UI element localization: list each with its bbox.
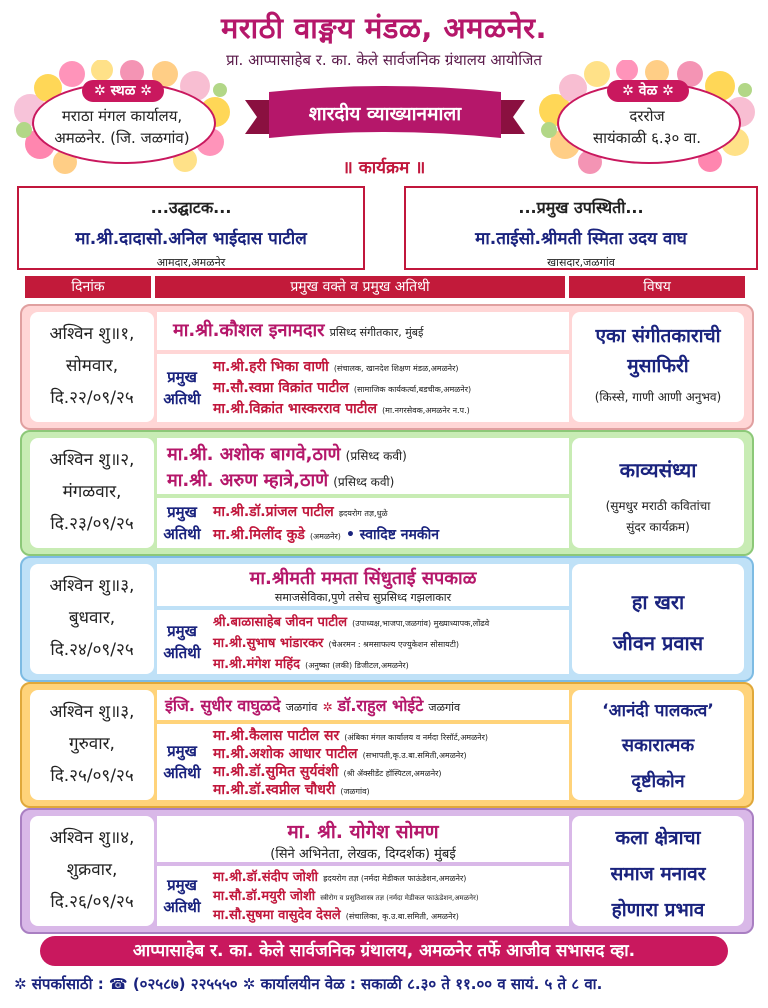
page-title: मराठी वाङ्मय मंडळ, अमळनेर. <box>220 11 548 45</box>
speaker-cell <box>157 816 569 862</box>
star-icon: ✲ <box>94 83 111 99</box>
guest-item: मा.श्री.डॉ.संदीप जोशी ह्रदयरोग तज्ञ (नर्मदा मेडीकल फाऊंडेशन,अमळनेर) <box>213 870 467 885</box>
presence-heading: ...प्रमुख उपस्थिती... <box>518 198 644 217</box>
speaker-cell <box>157 312 569 350</box>
inaugurator-desc: आमदार,अमळनेर <box>156 256 226 269</box>
speaker-desc: जळगांव <box>428 701 461 714</box>
venue-label: ✲ स्थळ ✲ <box>82 80 164 102</box>
header-speakers: प्रमुख वक्ते व प्रमुख अतिथी <box>155 276 565 298</box>
guest-item: श्री.बाळासाहेब जीवन पाटील (उपाध्यक्ष,भाजपा,जळगांव) मुख्याध्यापक,लोंढवे <box>213 615 490 630</box>
guest-item: मा.सौ.सुषमा वासुदेव देसले (संचालिका, कृ.उ.बा.समिती, अमळनेर) <box>213 908 459 923</box>
guest-item: मा.श्री.हरी भिका वाणी (संचालक, खानदेश शिक्षण मंडळ,अमळनेर) <box>213 359 459 375</box>
program-row-3 <box>20 556 754 682</box>
chief-guest-label: प्रमुख अतिथी <box>163 368 201 408</box>
speaker-desc: (सिने अभिनेता, लेखक, दिग्दर्शक) मुंबई <box>270 847 456 862</box>
subject-line: सकारात्मक <box>621 735 695 756</box>
subject-line: हा खरा <box>631 590 685 614</box>
star-icon: ✲ <box>135 83 152 99</box>
speaker-cell <box>157 438 569 494</box>
date-line: बुधवार, <box>68 608 116 628</box>
inaugurator-heading: ...उद्घाटक... <box>150 198 232 217</box>
subject-cell <box>572 564 744 674</box>
speaker-name: मा.श्री.कौशल इनामदार <box>173 320 325 341</box>
date-cell <box>30 690 154 800</box>
subject-cell <box>572 312 744 422</box>
speaker-name: डॉ.राहुल भोईटे <box>337 696 424 715</box>
speaker-cell <box>157 690 569 720</box>
presence-name: मा.ताईसो.श्रीमती स्मिता उदय वाघ <box>475 229 687 249</box>
sponsor-label: • स्वादिष्ट नमकीन <box>345 527 440 543</box>
banner-title: शारदीय व्याख्यानमाला <box>308 103 462 125</box>
speaker-desc: प्रसिध्द संगीतकार, मुंबई <box>329 326 424 339</box>
date-line: अश्विन शु॥४, <box>49 828 135 848</box>
subject-line: (सुमधुर मराठी कवितांचा <box>605 499 711 513</box>
chief-guest-label: प्रमुख अतिथी <box>163 622 201 662</box>
subject-line: कला क्षेत्राचा <box>615 827 701 849</box>
date-line: सोमवार, <box>65 356 119 376</box>
subject-line: ‘आनंदी पालकत्व’ <box>602 701 714 721</box>
subject-line: (किस्से, गाणी आणी अनुभव) <box>594 390 722 404</box>
venue-wreath <box>10 60 235 175</box>
date-cell <box>30 564 154 674</box>
speaker-cell <box>157 564 569 606</box>
guest-item: मा.श्री.विक्रांत भास्करराव पाटील (मा.नगरसेवक,अमळनेर न.प.) <box>213 401 470 417</box>
guest-item: मा.श्री.मिलींद कुडे (अमळनेर) • स्वादिष्ट नमकीन <box>213 527 440 543</box>
subject-cell <box>572 690 744 800</box>
speaker-name: मा.श्रीमती ममता सिंधुताई सपकाळ <box>249 568 477 589</box>
guest-item: मा.श्री.कैलास पाटील सर (अंबिका मंगल कार्यालय व नर्मदा रिसॉर्ट,अमळनेर) <box>213 728 489 744</box>
star-icon: ✲ <box>657 83 674 99</box>
guest-item: मा.सौ.स्वप्ना विक्रांत पाटील (सामाजिक कार्यकर्त्या,बडचीक,अमळनेर) <box>213 380 472 396</box>
subject-cell <box>572 816 744 926</box>
header-date: दिनांक <box>25 276 151 298</box>
speaker-name: मा. श्री. योगेश सोमण <box>287 821 439 843</box>
date-line: दि.२३/०९/२५ <box>50 514 134 534</box>
date-cell <box>30 312 154 422</box>
speaker-desc: जळगांव <box>285 701 318 714</box>
date-line: मंगळवार, <box>62 482 122 502</box>
speaker-name: मा.श्री. अशोक बागवे,ठाणे <box>167 444 341 465</box>
subject-cell <box>572 438 744 548</box>
date-cell <box>30 816 154 926</box>
speaker-name: मा.श्री. अरुण म्हात्रे,ठाणे <box>167 470 329 491</box>
guest-item: मा.श्री.डॉ.सुमित सुर्यवंशी (श्री ॲक्सीडेंट हॉस्पिटल,अमळनेर) <box>213 764 442 780</box>
program-row-1 <box>20 304 754 430</box>
time-line2: सायंकाळी ६.३० वा. <box>592 129 702 147</box>
guest-item: मा.सौ.डॉ.मयुरी जोशी स्त्रीरोग व प्रसुतिशास्त्र तज्ञ (नर्मदा मेडीकल फाऊंडेशन,अमळनेर) <box>213 889 479 904</box>
star-icon: ✲ <box>622 83 639 99</box>
subject-line: जीवन प्रवास <box>612 631 704 655</box>
guests-cell <box>157 866 569 926</box>
program-row-5 <box>20 808 754 934</box>
program-row-4 <box>20 682 754 808</box>
time-label: ✲ वेळ ✲ <box>607 80 689 102</box>
subject-line: दृष्टीकोन <box>631 771 685 792</box>
date-line: अश्विन शु॥३, <box>49 576 135 596</box>
subject-line: सुंदर कार्यक्रम) <box>626 520 690 534</box>
membership-banner: आप्पासाहेब र. का. केले सार्वजनिक ग्रंथालय, अमळनेर तर्फे आजीव सभासद व्हा. <box>40 936 728 966</box>
date-line: दि.२४/०९/२५ <box>50 640 134 660</box>
inaugurator-box <box>17 186 365 270</box>
speaker-name: इंजि. सुधीर वाघुळदे <box>165 696 281 715</box>
date-line: दि.२६/०९/२५ <box>50 892 134 912</box>
guests-cell <box>157 610 569 674</box>
date-line: दि.२२/०९/२५ <box>50 388 134 408</box>
program-label: ॥ कार्यक्रम ॥ <box>342 158 426 178</box>
guest-item: मा.श्री.सुभाष भांडारकर (चेअरमन : श्रमसाफल्य एज्युकेशन सोसायटी) <box>213 636 460 651</box>
subject-line: समाज मनावर <box>610 863 706 885</box>
chief-guest-label: प्रमुख अतिथी <box>163 742 201 782</box>
presence-desc: खासदार,जळगांव <box>547 256 615 269</box>
chief-guest-label: प्रमुख अतिथी <box>163 503 201 543</box>
page-subtitle: प्रा. आप्पासाहेब र. का. केले सार्वजनिक ग्रंथालय आयोजित <box>226 51 542 69</box>
time-wreath <box>535 60 760 175</box>
date-cell <box>30 438 154 548</box>
contact-line: ✲ संपर्कासाठी : ☎ (०२५८७) २२५५५० ✲ कार्यालयीन वेळ : सकाळी ८.३० ते ११.०० व सायं. ५ ते ८ वा. <box>14 975 603 993</box>
guests-cell <box>157 354 569 422</box>
time-line1: दररोज <box>629 107 665 125</box>
date-line: अश्विन शु॥२, <box>49 450 135 470</box>
guests-cell <box>157 724 569 800</box>
date-line: दि.२५/०९/२५ <box>50 766 134 786</box>
subject-line: काव्यसंध्या <box>619 458 697 482</box>
subject-line: एका संगीतकाराची <box>595 325 721 347</box>
venue-line2: अमळनेर. (जि. जळगांव) <box>54 129 190 147</box>
guests-cell <box>157 498 569 548</box>
speaker-desc: (प्रसिध्द कवी) <box>345 449 407 463</box>
header-subject: विषय <box>569 276 745 298</box>
date-line: गुरुवार, <box>69 734 115 754</box>
venue-line1: मराठा मंगल कार्यालय, <box>61 107 183 125</box>
star-icon: ✲ <box>322 700 333 714</box>
speaker-desc: (प्रसिध्द कवी) <box>333 475 395 489</box>
guest-item: मा.श्री.डॉ.प्रांजल पाटील ह्रदयरोग तज्ञ,धुळे <box>213 504 388 520</box>
guest-item: मा.श्री.डॉ.स्वप्नील चौधरी (जळगांव) <box>213 782 370 798</box>
date-line: अश्विन शु॥१, <box>49 324 135 344</box>
inaugurator-name: मा.श्री.दादासो.अनिल भाईदास पाटील <box>75 229 307 249</box>
speaker-desc: समाजसेविका,पुणे तसेच सुप्रसिध्द गझलाकार <box>274 591 452 604</box>
subject-line: होणारा प्रभाव <box>611 899 705 921</box>
presence-box <box>404 186 758 270</box>
date-line: शुक्रवार, <box>66 860 118 880</box>
subject-line: मुसाफिरी <box>627 355 689 377</box>
guest-item: मा.श्री.मंगेश महिंद (अनुष्का (लकी) डिजीटल,अमळनेर) <box>213 657 409 672</box>
chief-guest-label: प्रमुख अतिथी <box>163 876 201 916</box>
date-line: अश्विन शु॥३, <box>49 702 135 722</box>
guest-item: मा.श्री.अशोक आधार पाटील (सभापती,कृ.उ.बा.समिती,अमळनेर) <box>213 746 467 762</box>
program-row-2 <box>20 430 754 556</box>
lecture-series-banner <box>245 86 525 146</box>
